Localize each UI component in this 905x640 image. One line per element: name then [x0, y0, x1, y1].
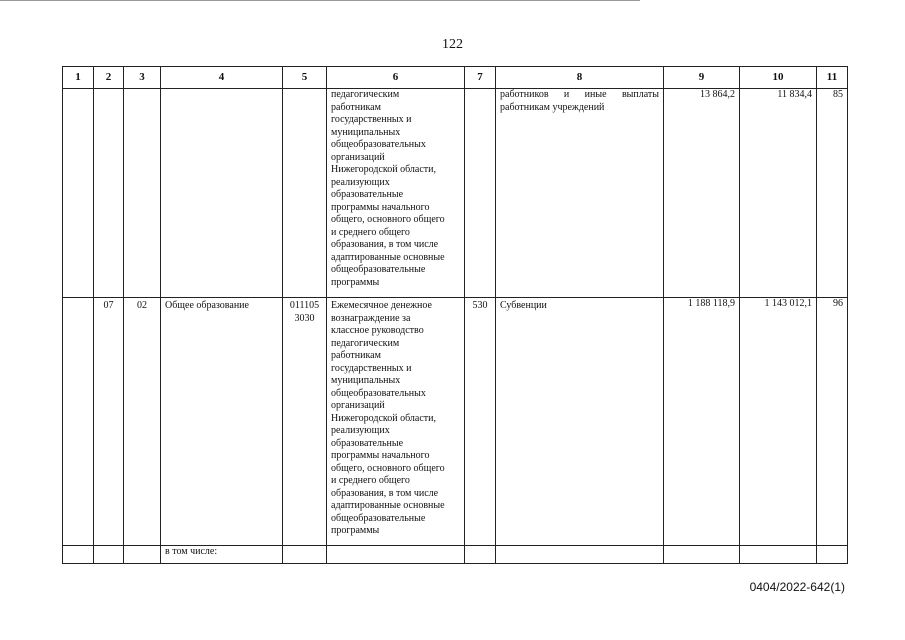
cell-col2: [94, 89, 124, 298]
col-header-10: 10: [740, 67, 817, 89]
cell-col10: [740, 546, 817, 564]
budget-table: [62, 66, 848, 564]
col-header-9: 9: [664, 67, 740, 89]
cell-col8: [496, 546, 664, 564]
cell-col4: в том числе:: [161, 546, 283, 564]
col-header-5: 5: [283, 67, 327, 89]
cell-col7: [465, 89, 496, 298]
cell-col9: [664, 546, 740, 564]
cell-col11: 85: [817, 89, 848, 298]
scan-edge-line: [0, 0, 640, 1]
cell-col6: [327, 546, 465, 564]
col-header-7: 7: [465, 67, 496, 89]
col-header-11: 11: [817, 67, 848, 89]
cell-col9: 13 864,2: [664, 89, 740, 298]
cell-col2: 07: [94, 298, 124, 546]
page-number: 122: [442, 37, 463, 52]
table-row: [63, 298, 848, 546]
header-row: [63, 67, 848, 89]
cell-col8: работников и иные выплаты работникам учреждений: [496, 89, 664, 298]
cell-col1: [63, 298, 94, 546]
col-header-1: 1: [63, 67, 94, 89]
cell-col1: [63, 546, 94, 564]
col-header-3: 3: [124, 67, 161, 89]
table-row: [63, 89, 848, 298]
cell-col4: Общее образование: [161, 298, 283, 546]
cell-col3: [124, 546, 161, 564]
cell-col6: Ежемесячное денежное вознаграждение за классное руководство педагогическим работникам государственных и муниципальных общеобразовательных организаций Нижегородской области, реализующих образовательные программы начального общего, основного общего и среднего общего образования, в том числе адаптированные основные общеобразовательные программы: [327, 298, 465, 546]
cell-col5: [283, 89, 327, 298]
cell-col4: [161, 89, 283, 298]
col-header-8: 8: [496, 67, 664, 89]
cell-col3: [124, 89, 161, 298]
cell-col7: [465, 546, 496, 564]
table-row: [63, 546, 848, 564]
document-code: 0404/2022-642(1): [749, 580, 845, 594]
cell-col2: [94, 546, 124, 564]
cell-col11: 96: [817, 298, 848, 546]
cell-col3: 02: [124, 298, 161, 546]
cell-col6: педагогическим работникам государственных и муниципальных общеобразовательных организаций Нижегородской области, реализующих образовательные программы начального общего, основного общего и среднего общего образования, в том числе адаптированные основные общеобразовательные программы: [327, 89, 465, 298]
cell-col11: [817, 546, 848, 564]
col-header-2: 2: [94, 67, 124, 89]
cell-col8: Субвенции: [496, 298, 664, 546]
cell-col5: [283, 546, 327, 564]
cell-col5: 011105 3030: [283, 298, 327, 546]
cell-col1: [63, 89, 94, 298]
cell-col10: 11 834,4: [740, 89, 817, 298]
cell-col10: 1 143 012,1: [740, 298, 817, 546]
col-header-6: 6: [327, 67, 465, 89]
cell-col9: 1 188 118,9: [664, 298, 740, 546]
cell-col7: 530: [465, 298, 496, 546]
col-header-4: 4: [161, 67, 283, 89]
